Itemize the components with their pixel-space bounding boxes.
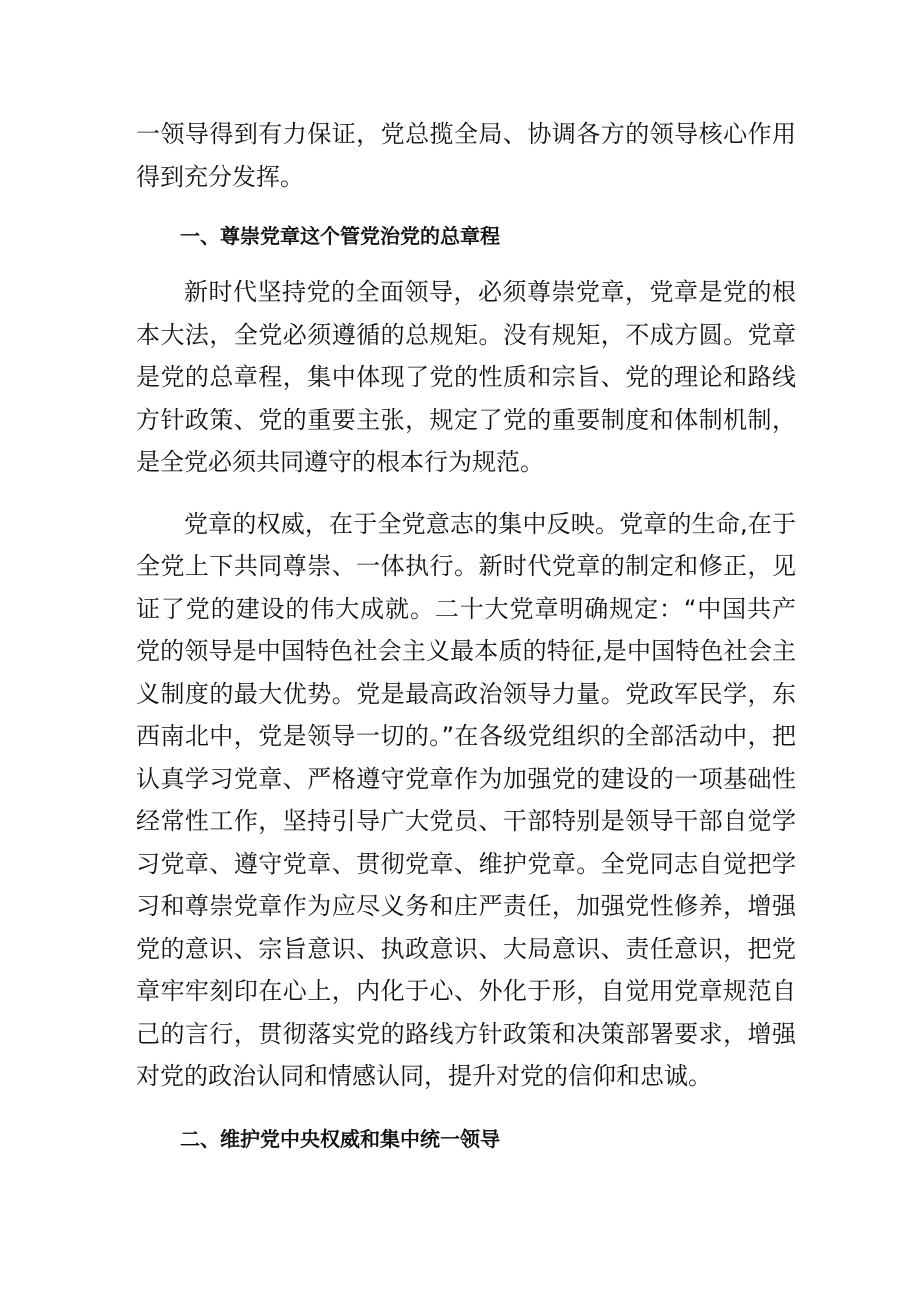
section-heading-2: 二、维护党中央权威和集中统一领导 [180, 1126, 500, 1151]
section-1-paragraph-1: 新时代坚持党的全面领导，必须尊崇党章，党章是党的根本大法，全党必须遵循的总规矩。没有规矩，不成方圆。党章是党的总章程，集中体现了党的性质和宗旨、党的理论和路线方针政策、党的重要主张，规定了党的重要制度和体制机制，是全党必须共同遵守的根本行为规范。 [136, 278, 796, 476]
section-1-paragraph-2: 党章的权威，在于全党意志的集中反映。党章的生命,在于全党上下共同尊崇、一体执行。新时代党章的制定和修正，见证了党的建设的伟大成就。二十大党章明确规定：“中国共产党的领导是中国特色社会主义最本质的特征,是中国特色社会主义制度的最大优势。党是最高政治领导力量。党政军民学，东西南北中，党是领导一切的。”在各级党组织的全部活动中，把认真学习党章、严格遵守党章作为加强党的建设的一项基础性经常性工作，坚持引导广大党员、干部特别是领导干部自觉学习党章、遵守党章、贯彻党章、维护党章。全党同志自觉把学习和尊崇党章作为应尽义务和庄严责任，加强党性修养，增强党的意识、宗旨意识、执政意识、大局意识、责任意识，把党章牢牢刻印在心上，内化于心、外化于形，自觉用党章规范自己的言行，贯彻落实党的路线方针政策和决策部署要求，增强对党的政治认同和情感认同，提升对党的信仰和忠诚。 [136, 509, 796, 1090]
section-heading-1: 一、尊崇党章这个管党治党的总章程 [180, 224, 500, 248]
lead-paragraph: 一领导得到有力保证，党总揽全局、协调各方的领导核心作用得到充分发挥。 [136, 120, 796, 191]
